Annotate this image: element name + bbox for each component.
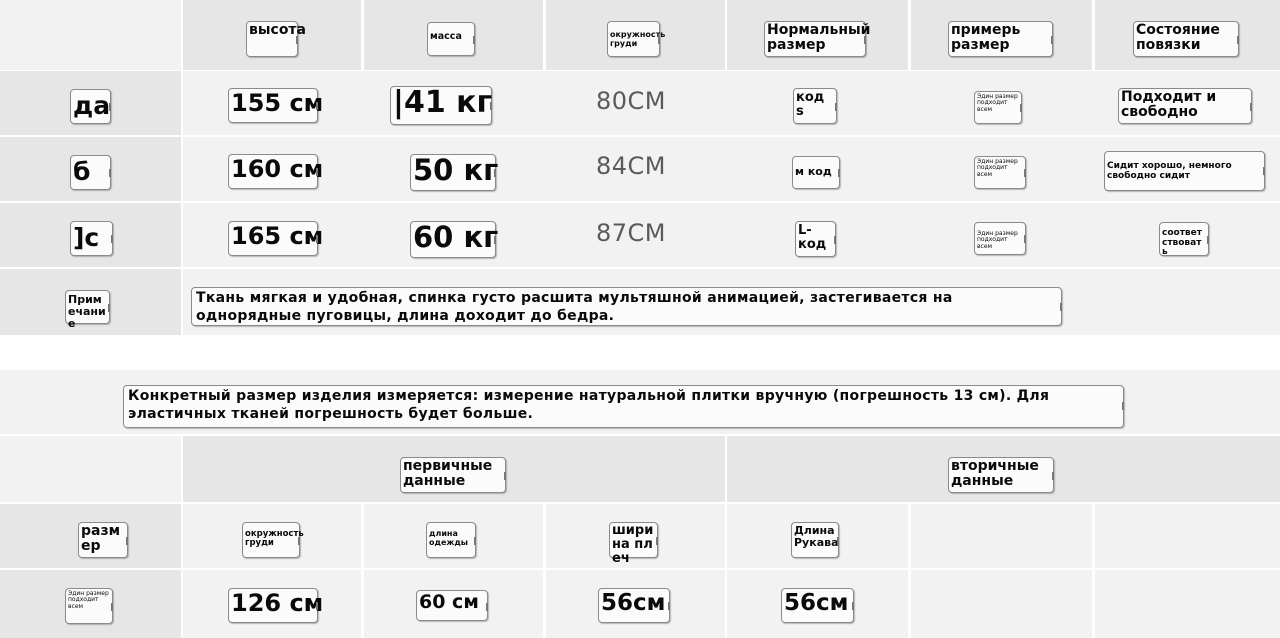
note-label: Примечание: [65, 290, 110, 324]
row-shoulder: 56см: [598, 588, 670, 623]
header-mass: масса: [427, 22, 475, 56]
header-normal-size: Нормальный размер: [764, 21, 866, 57]
note-row: [0, 269, 1280, 335]
col-sleeve: Длина Рукава: [791, 522, 839, 558]
table-header-row: [0, 0, 1280, 70]
row-sleeve: 56см: [781, 588, 854, 623]
header-try-size: примерь размер: [948, 21, 1053, 57]
row-size-code: L-код: [795, 221, 836, 257]
row-chest: 80CM: [596, 87, 667, 115]
row-size-code: м код: [792, 156, 840, 189]
table-row: [0, 71, 1280, 135]
row-fit: Эдин размер подходит всем: [974, 91, 1022, 124]
row-fit: Эдин размер подходит всем: [974, 156, 1026, 189]
row-length: 60 см: [416, 590, 488, 621]
measurement-table: [0, 370, 1280, 638]
row-mass: |41 кг: [390, 86, 492, 125]
row-size-code: код s: [793, 88, 837, 124]
measurement-caption: Конкретный размер изделия измеряется: измерение натуральной плитки вручную (погрешность 13 см). Для эластичных тканей погрешность будет больше.: [123, 385, 1124, 428]
note-text: Ткань мягкая и удобная, спинка густо расшита мультяшной анимацией, застегивается на однорядные пуговицы, длина доходит до бедра.: [191, 287, 1062, 326]
row-fit: Эдин размер подходит всем: [974, 222, 1026, 255]
row-label: б: [70, 155, 111, 190]
caption-row: [0, 370, 1280, 434]
table-row: [0, 203, 1280, 267]
group-secondary: вторичные данные: [948, 457, 1054, 493]
col-length: длина одежды: [426, 522, 476, 558]
header-height: высота: [246, 21, 298, 57]
row-chest: 126 см: [228, 588, 318, 623]
header-chest: окружность груди: [607, 21, 660, 57]
row-mass: 50 кг: [410, 154, 496, 191]
group-header-row: [0, 436, 1280, 502]
col-size: размер: [78, 522, 128, 558]
col-chest: окружность груди: [242, 522, 300, 558]
row-height: 155 см: [228, 88, 318, 123]
row-label: да: [70, 89, 111, 124]
row-label: ]с: [70, 221, 113, 256]
row-band-state: соответствовать: [1159, 222, 1209, 256]
row-chest: 87CM: [596, 219, 667, 247]
row-chest: 84CM: [596, 152, 667, 180]
header-band-state: Состояние повязки: [1133, 21, 1239, 57]
row-band-state: Подходит и свободно: [1118, 88, 1252, 124]
row-height: 160 см: [228, 154, 318, 189]
row-mass: 60 кг: [410, 221, 496, 258]
table-row: [0, 570, 1280, 638]
column-header-row: [0, 504, 1280, 568]
row-band-state: Сидит хорошо, немного свободно сидит: [1104, 151, 1265, 191]
col-shoulder: ширина плеч: [609, 522, 658, 558]
row-size: Эдин размер подходит всем: [65, 588, 113, 624]
group-primary: первичные данные: [400, 457, 506, 493]
row-height: 165 см: [228, 221, 318, 256]
table-row: [0, 137, 1280, 201]
